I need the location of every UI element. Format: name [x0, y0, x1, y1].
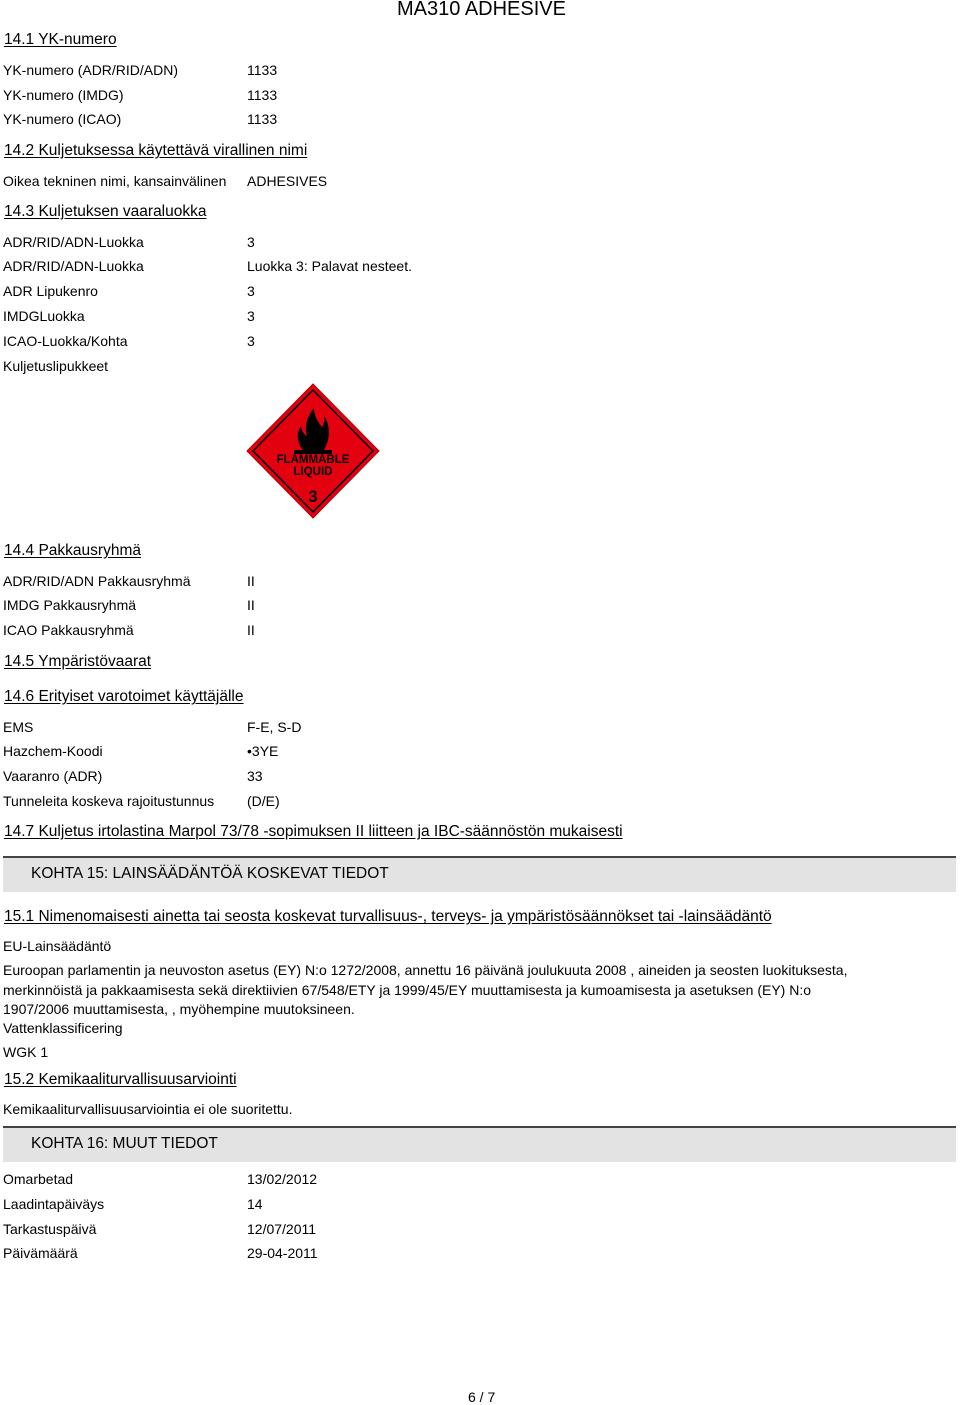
section-15-title: KOHTA 15: LAINSÄÄDÄNTÖÄ KOSKEVAT TIEDOT	[31, 865, 389, 882]
eu-regulation-line-3: 1907/2006 muuttamisesta, , myöhempine muutoksineen.	[3, 1001, 355, 1017]
un-number-imdg-label: YK-numero (IMDG)	[3, 87, 124, 103]
un-number-adr-value: 1133	[247, 62, 278, 78]
un-number-icao-label: YK-numero (ICAO)	[3, 111, 122, 127]
packing-group-icao-value: II	[247, 622, 255, 638]
hazard-number-value: 33	[247, 768, 263, 784]
packing-group-imdg-label: IMDG Pakkausryhmä	[3, 597, 137, 613]
un-number-imdg-value: 1133	[247, 87, 278, 103]
ems-label: EMS	[3, 719, 34, 735]
prepared-date-label: Laadintapäiväys	[3, 1196, 105, 1212]
adr-label-number-label: ADR Lipukenro	[3, 283, 98, 299]
packing-group-adr-value: II	[247, 573, 255, 589]
date-label: Päivämäärä	[3, 1245, 78, 1261]
section-14-3-title: 14.3 Kuljetuksen vaaraluokka	[4, 203, 207, 220]
section-14-4-title: 14.4 Pakkausryhmä	[4, 542, 141, 559]
section-14-5-title: 14.5 Ympäristövaarat	[4, 653, 152, 670]
hazard-class-desc-label: ADR/RID/ADN-Luokka	[3, 258, 144, 274]
review-date-value: 12/07/2011	[247, 1221, 317, 1237]
section-14-6-title: 14.6 Erityiset varotoimet käyttäjälle	[4, 688, 244, 705]
icao-class-label: ICAO-Luokka/Kohta	[3, 333, 128, 349]
eu-regulation-line-2: merkinnöistä ja pakkaamisesta sekä direktiivien 67/548/ETY ja 1999/45/EY muuttamisesta ja kumoamisesta ja asetuksen (EY) N:o	[3, 981, 811, 998]
packing-group-adr-label: ADR/RID/ADN Pakkausryhmä	[3, 573, 191, 589]
section-16-title: KOHTA 16: MUUT TIEDOT	[31, 1135, 218, 1152]
prepared-date-value: 14	[247, 1196, 263, 1212]
product-title: MA310 ADHESIVE	[397, 0, 566, 20]
placard-text-flammable: FLAMMABLE	[276, 454, 350, 466]
section-16-header	[3, 1126, 956, 1162]
water-classification-label: Vattenklassificering	[3, 1020, 123, 1036]
hazchem-label: Hazchem-Koodi	[3, 743, 103, 759]
shipping-name-label: Oikea tekninen nimi, kansainvälinen	[3, 173, 227, 189]
ems-value: F-E, S-D	[247, 719, 302, 735]
placard-text-liquid: LIQUID	[293, 466, 333, 478]
un-number-adr-label: YK-numero (ADR/RID/ADN)	[3, 62, 179, 78]
packing-group-imdg-value: II	[247, 597, 255, 613]
revised-label: Omarbetad	[3, 1171, 74, 1187]
section-15-2-title: 15.2 Kemikaaliturvallisuusarviointi	[4, 1071, 237, 1088]
hazard-class-value: 3	[247, 234, 255, 250]
section-14-1-title: 14.1 YK-numero	[4, 31, 117, 48]
shipping-name-value: ADHESIVES	[247, 173, 328, 189]
icao-class-value: 3	[247, 333, 255, 349]
flammable-liquid-placard	[246, 383, 380, 519]
eu-legislation-label: EU-Lainsäädäntö	[3, 938, 112, 954]
eu-regulation-line-1: Euroopan parlamentin ja neuvoston asetus (EY) N:o 1272/2008, annettu 16 päivänä joulukuuta 2008 , aineiden ja seosten luokituksesta,	[3, 962, 848, 978]
section-15-1-title: 15.1 Nimenomaisesti ainetta tai seosta koskevat turvallisuus-, terveys- ja ympäristösäännökset tai -lainsäädäntö	[4, 908, 772, 925]
section-14-2-title: 14.2 Kuljetuksessa käytettävä virallinen nimi	[4, 142, 308, 159]
un-number-icao-value: 1133	[247, 111, 278, 127]
hazard-number-label: Vaaranro (ADR)	[3, 768, 103, 784]
revised-value: 13/02/2012	[247, 1171, 318, 1187]
section-14-7-title: 14.7 Kuljetus irtolastina Marpol 73/78 -sopimuksen II liitteen ja IBC-säännöstön mukaisesti	[4, 823, 623, 840]
review-date-label: Tarkastuspäivä	[3, 1221, 97, 1237]
transport-labels-label: Kuljetuslipukkeet	[3, 358, 109, 374]
date-value: 29-04-2011	[247, 1245, 318, 1261]
placard-class-number: 3	[308, 487, 318, 506]
chemical-safety-text: Kemikaaliturvallisuusarviointia ei ole suoritettu.	[3, 1101, 293, 1117]
tunnel-code-label: Tunneleita koskeva rajoitustunnus	[3, 793, 215, 809]
packing-group-icao-label: ICAO Pakkausryhmä	[3, 622, 134, 638]
eu-regulation-paragraph	[3, 961, 953, 1020]
imdg-class-value: 3	[247, 308, 255, 324]
wgk-value: WGK 1	[3, 1044, 49, 1060]
hazchem-value: •3YE	[247, 743, 279, 759]
hazard-class-desc-value: Luokka 3: Palavat nesteet.	[247, 258, 412, 274]
hazard-class-label: ADR/RID/ADN-Luokka	[3, 234, 144, 250]
section-15-header	[3, 856, 956, 892]
imdg-class-label: IMDGLuokka	[3, 308, 85, 324]
tunnel-code-value: (D/E)	[247, 793, 280, 809]
page-number: 6 / 7	[468, 1389, 496, 1405]
adr-label-number-value: 3	[247, 283, 255, 299]
